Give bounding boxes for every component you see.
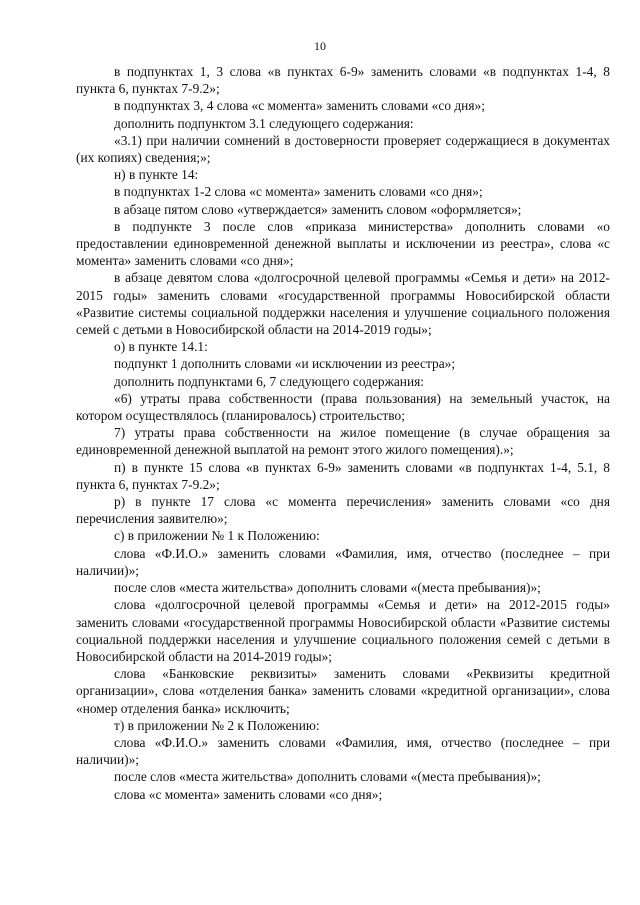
paragraph: т) в приложении № 2 к Положению: bbox=[114, 717, 320, 733]
paragraph: в подпункте 3 после слов «приказа министерства» дополнить словами «о предоставлении единовременной денежной выплаты и исключении из реестра», слова «с момента» заменить словами «со дня»; bbox=[76, 218, 610, 269]
paragraph: слова «Банковские реквизиты» заменить словами «Реквизиты кредитной организации», слова «отделения банка» заменить словами «кредитной организации», слова «номер отделения банка» исключить; bbox=[76, 666, 610, 716]
paragraph: после слов «места жительства» дополнить словами «(места пребывания)»; bbox=[114, 769, 541, 785]
paragraph: р) в пункте 17 слова «с момента перечисления» заменить словами «со дня перечисления заявителю»; bbox=[76, 494, 610, 527]
paragraph: о) в пункте 14.1: bbox=[114, 339, 208, 355]
paragraph: дополнить подпунктами 6, 7 следующего содержания: bbox=[114, 373, 425, 389]
paragraph: 7) утраты права собственности на жилое помещение (в случае обращения за единовременной денежной выплатой на ремонт этого жилого помещения).»; bbox=[76, 425, 610, 458]
paragraph: подпункт 1 дополнить словами «и исключении из реестра»; bbox=[114, 356, 456, 372]
paragraph: н) в пункте 14: bbox=[114, 167, 199, 183]
document-body bbox=[76, 63, 610, 803]
paragraph: слова «с момента» заменить словами «со дня»; bbox=[114, 786, 383, 802]
paragraph: слова «Ф.И.О.» заменить словами «Фамилия, имя, отчество (последнее – при наличии)»; bbox=[76, 545, 610, 578]
paragraph: п) в пункте 15 слова «в пунктах 6-9» заменить словами «в подпунктах 1-4, 5.1, 8 пункта 6, пунктах 7-9.2»; bbox=[76, 459, 610, 492]
paragraph: дополнить подпунктом 3.1 следующего содержания: bbox=[114, 115, 414, 131]
paragraph: в абзаце девятом слова «долгосрочной целевой программы «Семья и дети» на 2012-2015 годы» заменить словами «государственной программы Новосибирской области «Развитие системы социальной поддержки населения и улучшение социального положения семей с детьми в Новосибирской области на 2014-2019 годы»; bbox=[76, 270, 610, 338]
paragraph: в подпунктах 3, 4 слова «с момента» заменить словами «со дня»; bbox=[114, 98, 485, 114]
paragraph: слова «Ф.И.О.» заменить словами «Фамилия, имя, отчество (последнее – при наличии)»; bbox=[76, 734, 610, 768]
paragraph: в абзаце пятом слово «утверждается» заменить словом «оформляется»; bbox=[114, 201, 522, 217]
paragraph: слова «долгосрочной целевой программы «Семья и дети» на 2012-2015 годы» заменить словами «государственной программы Новосибирской области «Развитие системы социальной поддержки населения и улучшение социального положения семей с детьми в Новосибирской области на 2014-2019 годы»; bbox=[76, 597, 610, 664]
paragraph: «6) утраты права собственности (права пользования) на земельный участок, на котором осуществлялось (планировалось) строительство; bbox=[76, 390, 610, 424]
page-number: 10 bbox=[314, 39, 326, 53]
paragraph: в подпунктах 1-2 слова «с момента» заменить словами «со дня»; bbox=[114, 184, 483, 200]
paragraph: в подпунктах 1, 3 слова «в пунктах 6-9» заменить словами «в подпунктах 1-4, 8 пункта 6, пунктах 7-9.2»; bbox=[76, 64, 610, 97]
paragraph: после слов «места жительства» дополнить словами «(места пребывания)»; bbox=[114, 580, 541, 596]
paragraph: с) в приложении № 1 к Положению: bbox=[114, 528, 320, 544]
paragraph: «3.1) при наличии сомнений в достоверности проверяет содержащиеся в документах (их копиях) сведения;»; bbox=[76, 132, 610, 166]
